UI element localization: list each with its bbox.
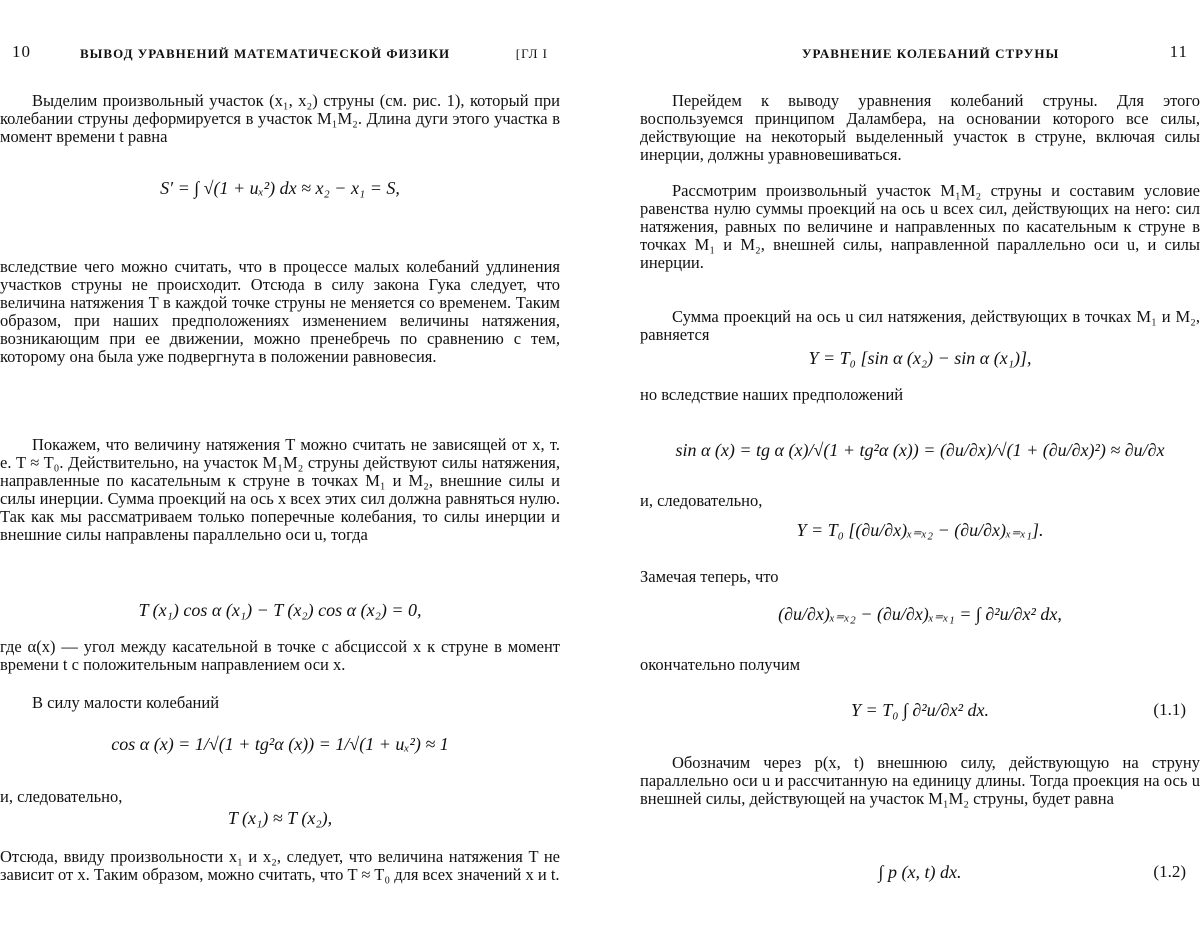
formula-tension-equal: T (x₁) ≈ T (x₂), — [227, 808, 333, 828]
left-header — [12, 42, 548, 68]
page-number: 10 — [12, 42, 31, 61]
right-header — [652, 42, 1188, 68]
running-head: ВЫВОД УРАВНЕНИЙ МАТЕМАТИЧЕСКОЙ ФИЗИКИ — [80, 46, 451, 61]
left-page — [0, 0, 560, 932]
right-page — [640, 0, 1200, 932]
formula-y-derivatives: Y = T₀ [(∂u/∂x)ₓ₌ₓ₂ − (∂u/∂x)ₓ₌ₓ₁]. — [796, 520, 1044, 540]
formula-1-2: ∫ p (x, t) dx. (1.2) — [878, 862, 1186, 882]
paragraph: вследствие чего можно считать, что в процессе малых колебаний удлинения участков струны не происходит. Отсюда в силу закона Гука следует, что величина натяжения T в каждой точке струны не меняется со временем. Таким образом, при наших предположениях изменением величины натяжения, возникающим при ее движении, можно пренебречь по сравнению с тем, которому она была уже подвергнута в положении равновесия. — [0, 257, 560, 366]
formula-1-1: Y = T₀ ∫ ∂²u/∂x² dx. (1.1) — [851, 700, 1186, 720]
paragraph: Рассмотрим произвольный участок M₁M₂ струны и составим условие равенства нулю суммы проекций на ось u всех сил, действующих на него: сил натяжения, равных по величине и направленных по касательным к струне в точках M₁ и M₂, внешней силы, направленной параллельно оси u, и силы инерции. — [640, 181, 1200, 272]
formula-derivative-integral: (∂u/∂x)ₓ₌ₓ₂ − (∂u/∂x)ₓ₌ₓ₁ = ∫ ∂²u/∂x² dx, — [778, 604, 1062, 624]
paragraph: Покажем, что величину натяжения T можно считать не зависящей от x, т. е. T ≈ T₀. Действительно, на участок M₁M₂ струны действуют силы натяжения, направленные по касательным к струне в точках M₁ и M₂, внешние силы и силы инерции. Сумма проекций на ось x всех этих сил должна равняться нулю. Так как мы рассматриваем только поперечные колебания, то силы инерции и внешние силы направлены параллельно оси u, тогда — [0, 435, 560, 544]
formula-arc-length: S′ = ∫ √(1 + uₓ²) dx ≈ x₂ − x₁ = S, — [160, 178, 400, 198]
chapter-label: [ГЛ I — [515, 46, 548, 61]
equation-number: (1.2) — [1153, 862, 1186, 881]
equation-number: (1.1) — [1153, 700, 1186, 719]
formula-cos-alpha: cos α (x) = 1/√(1 + tg²α (x)) = 1/√(1 + uₓ²) ≈ 1 — [111, 734, 449, 754]
page-number: 11 — [1169, 42, 1188, 61]
paragraph: Замечая теперь, что — [640, 567, 779, 586]
paragraph: и, следовательно, — [0, 787, 123, 806]
paragraph: Обозначим через p(x, t) внешнюю силу, действующую на струну параллельно оси u и рассчитанную на единицу длины. Тогда проекция на ось u внешней силы, действующей на участок M₁M₂ струны, будет равна — [640, 753, 1200, 808]
paragraph: и, следовательно, — [640, 491, 763, 510]
paragraph: но вследствие наших предположений — [640, 385, 904, 404]
paragraph: В силу малости колебаний — [32, 693, 220, 712]
paragraph: Отсюда, ввиду произвольности x₁ и x₂, следует, что величина натяжения T не зависит от x. Таким образом, можно считать, что T ≈ T₀ для всех значений x и t. — [0, 847, 560, 884]
formula-tension-balance: T (x₁) cos α (x₁) − T (x₂) cos α (x₂) = 0, — [138, 600, 422, 620]
paragraph: где α(x) — угол между касательной в точке с абсциссой x к струне в момент времени t с положительным направлением оси x. — [0, 637, 560, 674]
formula-sin-alpha: sin α (x) = tg α (x)/√(1 + tg²α (x)) = (∂u/∂x)/√(1 + (∂u/∂x)²) ≈ ∂u/∂x — [675, 440, 1165, 460]
paragraph: Выделим произвольный участок (x₁, x₂) струны (см. рис. 1), который при колебании струны деформируется в участок M₁M₂. Длина дуги этого участка в момент времени t равна — [0, 91, 560, 146]
paragraph: окончательно получим — [640, 655, 801, 674]
formula-y-sin: Y = T₀ [sin α (x₂) − sin α (x₁)], — [808, 348, 1032, 368]
paragraph: Сумма проекций на ось u сил натяжения, действующих в точках M₁ и M₂, равняется — [640, 307, 1200, 344]
running-head: УРАВНЕНИЕ КОЛЕБАНИЙ СТРУНЫ — [802, 46, 1060, 61]
paragraph: Перейдем к выводу уравнения колебаний струны. Для этого воспользуемся принципом Даламбера, на основании которого все силы, действующие на некоторый выделенный участок в струне, включая силы инерции, должны уравновешиваться. — [640, 91, 1200, 164]
